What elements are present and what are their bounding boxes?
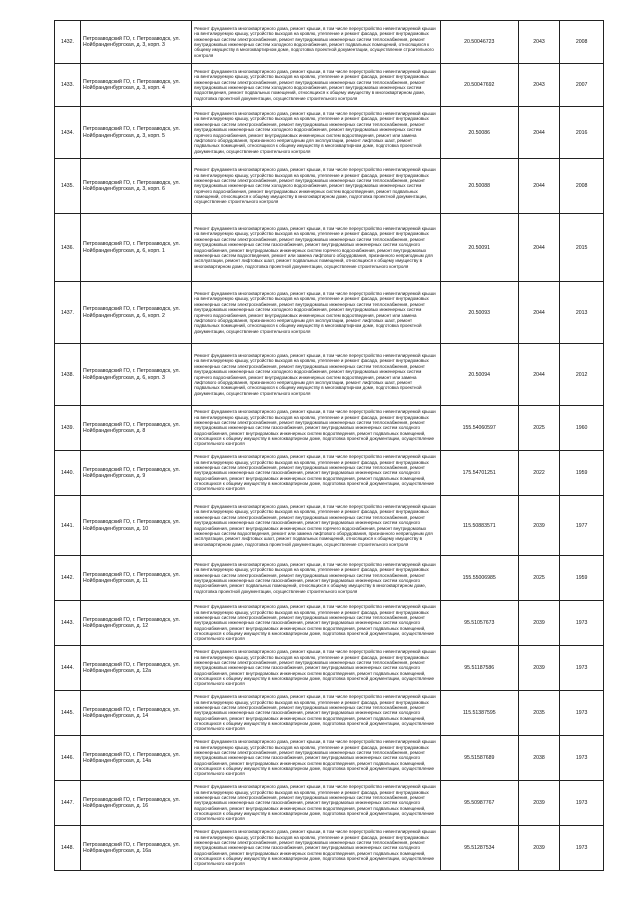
build-year-cell: 1973 — [560, 646, 604, 691]
table-row — [55, 451, 604, 496]
works-list-cell: Ремонт фундамента многоквартирного дома, ремонт крыши, в том числе переустройство невентилируемой крыши на вентилируемую крышу, устройство выходов на кровлю, утепление и ремонт фасада, ремонт внутридомовых инженерных систем электроснабжения, ремонт внутридомовых инженерных систем теплоснабжения, ремонт внутридомовых инженерных систем холодного водоснабжения, ремонт внутридомовых инженерных систем горячего водоснабжения, ремонт внутридомовых инженерных систем водоотведения, ремонт или замена лифтового оборудования, признанного непригодным для эксплуатации, ремонт лифтовых шахт, ремонт подвальных помещений, относящихся к общему имуществу в многоквартирном доме, подготовка проектной документации, осуществление строительного контроля — [192, 344, 441, 406]
row-number: 1438. — [55, 344, 81, 406]
build-year-cell: 1973 — [560, 691, 604, 736]
planned-year-cell: 2044 — [518, 344, 560, 406]
row-number: 1443. — [55, 601, 81, 646]
table-row — [55, 556, 604, 601]
address-cell: Петрозаводский ГО, г. Петрозаводск, ул. Нойбранденбургская, д. 14а — [80, 736, 191, 781]
table-row — [55, 736, 604, 781]
address-cell: Петрозаводский ГО, г. Петрозаводск, ул. Нойбранденбургская, д. 3, корп. 3 — [80, 21, 191, 64]
works-list-cell: Ремонт фундамента многоквартирного дома, ремонт крыши, в том числе переустройство невентилируемой крыши на вентилируемую крышу, устройство выходов на кровлю, утепление и ремонт фасада, ремонт внутридомовых инженерных систем электроснабжения, ремонт внутридомовых инженерных систем теплоснабжения, ремонт внутридомовых инженерных систем газоснабжения, ремонт внутридомовых инженерных систем холодного водоснабжения, ремонт внутридомовых инженерных систем водоотведения, ремонт подвальных помещений, относящихся к общему имуществу в многоквартирном доме, подготовка проектной документации, осуществление строительного контроля — [192, 646, 441, 691]
planned-year-cell: 2039 — [518, 496, 560, 556]
cadastral-value-cell: 95.51187586 — [440, 646, 518, 691]
build-year-cell: 1973 — [560, 601, 604, 646]
cadastral-value-cell: 155.54060597 — [440, 406, 518, 451]
cadastral-value-cell: 20.50091 — [440, 214, 518, 282]
build-year-cell: 1959 — [560, 451, 604, 496]
planned-year-cell: 2044 — [518, 214, 560, 282]
planned-year-cell: 2044 — [518, 159, 560, 214]
works-list-cell: Ремонт фундамента многоквартирного дома, ремонт крыши, в том числе переустройство невентилируемой крыши на вентилируемую крышу, устройство выходов на кровлю, утепление и ремонт фасада, ремонт внутридомовых инженерных систем электроснабжения, ремонт внутридомовых инженерных систем теплоснабжения, ремонт внутридомовых инженерных систем холодного водоснабжения, ремонт внутридомовых инженерных систем горячего водоснабжения, ремонт внутридомовых инженерных систем водоотведения, ремонт или замена лифтового оборудования, признанного непригодным для эксплуатации, ремонт лифтовых шахт, ремонт подвальных помещений, относящихся к общему имуществу в многоквартирном доме, подготовка проектной документации, осуществление строительного контроля — [192, 282, 441, 344]
planned-year-cell: 2025 — [518, 556, 560, 601]
planned-year-cell: 2035 — [518, 691, 560, 736]
cadastral-value-cell: 175.54701251 — [440, 451, 518, 496]
address-cell: Петрозаводский ГО, г. Петрозаводск, ул. Нойбранденбургская, д. 11 — [80, 556, 191, 601]
row-number: 1435. — [55, 159, 81, 214]
build-year-cell: 2016 — [560, 107, 604, 159]
row-number: 1442. — [55, 556, 81, 601]
table-row — [55, 282, 604, 344]
table-row — [55, 781, 604, 826]
works-list-cell: Ремонт фундамента многоквартирного дома, ремонт крыши, в том числе переустройство невентилируемой крыши на вентилируемую крышу, устройство выходов на кровлю, утепление и ремонт фасада, ремонт внутридомовых инженерных систем электроснабжения, ремонт внутридомовых инженерных систем теплоснабжения, ремонт внутридомовых инженерных систем газоснабжения, ремонт внутридомовых инженерных систем холодного водоснабжения, ремонт внутридомовых инженерных систем водоотведения, ремонт подвальных помещений, относящихся к общему имуществу в многоквартирном доме, подготовка проектной документации, осуществление строительного контроля — [192, 826, 441, 871]
table-row — [55, 496, 604, 556]
build-year-cell: 2013 — [560, 282, 604, 344]
table-row — [55, 406, 604, 451]
build-year-cell: 2015 — [560, 214, 604, 282]
table-row — [55, 159, 604, 214]
address-cell: Петрозаводский ГО, г. Петрозаводск, ул. Нойбранденбургская, д. 10 — [80, 496, 191, 556]
cadastral-value-cell: 95.51587689 — [440, 736, 518, 781]
works-list-cell: Ремонт фундамента многоквартирного дома, ремонт крыши, в том числе переустройство невентилируемой крыши на вентилируемую крышу, устройство выходов на кровлю, утепление и ремонт фасада, ремонт внутридомовых инженерных систем электроснабжения, ремонт внутридомовых инженерных систем теплоснабжения, ремонт внутридомовых инженерных систем газоснабжения, ремонт внутридомовых инженерных систем холодного водоснабжения, ремонт внутридомовых инженерных систем водоотведения, ремонт подвальных помещений, относящихся к общему имуществу в многоквартирном доме, подготовка проектной документации, осуществление строительного контроля — [192, 781, 441, 826]
row-number: 1444. — [55, 646, 81, 691]
capital-repair-table — [54, 20, 604, 871]
works-list-cell: Ремонт фундамента многоквартирного дома, ремонт крыши, в том числе переустройство невентилируемой крыши на вентилируемую крышу, устройство выходов на кровлю, утепление и ремонт фасада, ремонт внутридомовых инженерных систем электроснабжения, ремонт внутридомовых инженерных систем теплоснабжения, ремонт внутридомовых инженерных систем газоснабжения, ремонт внутридомовых инженерных систем холодного водоснабжения, ремонт внутридомовых инженерных систем горячего водоснабжения, ремонт внутридомовых инженерных систем водоотведения, ремонт или замена лифтового оборудования, признанного непригодным для эксплуатации, ремонт лифтовых шахт, ремонт подвальных помещений, относящихся к общему имуществу в многоквартирном доме, подготовка проектной документации, осуществление строительного контроля — [192, 214, 441, 282]
address-cell: Петрозаводский ГО, г. Петрозаводск, ул. Нойбранденбургская, д. 16 — [80, 781, 191, 826]
row-number: 1434. — [55, 107, 81, 159]
table-row — [55, 691, 604, 736]
cadastral-value-cell: 20.50086 — [440, 107, 518, 159]
row-number: 1440. — [55, 451, 81, 496]
address-cell: Петрозаводский ГО, г. Петрозаводск, ул. Нойбранденбургская, д. 3, корп. 4 — [80, 64, 191, 107]
address-cell: Петрозаводский ГО, г. Петрозаводск, ул. Нойбранденбургская, д. 6, корп. 1 — [80, 214, 191, 282]
row-number: 1448. — [55, 826, 81, 871]
address-cell: Петрозаводский ГО, г. Петрозаводск, ул. Нойбранденбургская, д. 14 — [80, 691, 191, 736]
planned-year-cell: 2043 — [518, 64, 560, 107]
build-year-cell: 1959 — [560, 556, 604, 601]
cadastral-value-cell: 115.50883571 — [440, 496, 518, 556]
cadastral-value-cell: 20.50093 — [440, 282, 518, 344]
cadastral-value-cell: 155.55006985 — [440, 556, 518, 601]
table-row — [55, 646, 604, 691]
address-cell: Петрозаводский ГО, г. Петрозаводск, ул. Нойбранденбургская, д. 3, корп. 6 — [80, 159, 191, 214]
build-year-cell: 1973 — [560, 781, 604, 826]
works-list-cell: Ремонт фундамента многоквартирного дома, ремонт крыши, в том числе переустройство невентилируемой крыши на вентилируемую крышу, устройство выходов на кровлю, утепление и ремонт фасада, ремонт внутридомовых инженерных систем электроснабжения, ремонт внутридомовых инженерных систем теплоснабжения, ремонт внутридомовых инженерных систем холодного водоснабжения, ремонт внутридомовых инженерных систем горячего водоснабжения, ремонт внутридомовых инженерных систем водоотведения, ремонт подвальных помещений, относящихся к общему имуществу в многоквартирном доме, подготовка проектной документации, осуществление строительного контроля — [192, 159, 441, 214]
build-year-cell: 2008 — [560, 159, 604, 214]
works-list-cell: Ремонт фундамента многоквартирного дома, ремонт крыши, в том числе переустройство невентилируемой крыши на вентилируемую крышу, устройство выходов на кровлю, утепление и ремонт фасада, ремонт внутридомовых инженерных систем электроснабжения, ремонт внутридомовых инженерных систем теплоснабжения, ремонт внутридомовых инженерных систем газоснабжения, ремонт внутридомовых инженерных систем холодного водоснабжения, ремонт подвальных помещений, относящихся к общему имуществу в многоквартирном доме, подготовка проектной документации, осуществление строительного контроля — [192, 556, 441, 601]
build-year-cell: 2008 — [560, 21, 604, 64]
planned-year-cell: 2044 — [518, 282, 560, 344]
address-cell: Петрозаводский ГО, г. Петрозаводск, ул. Нойбранденбургская, д. 16а — [80, 826, 191, 871]
build-year-cell: 1973 — [560, 826, 604, 871]
works-list-cell: Ремонт фундамента многоквартирного дома, ремонт крыши, в том числе переустройство невентилируемой крыши на вентилируемую крышу, устройство выходов на кровлю, утепление и ремонт фасада, ремонт внутридомовых инженерных систем электроснабжения, ремонт внутридомовых инженерных систем теплоснабжения, ремонт внутридомовых инженерных систем газоснабжения, ремонт внутридомовых инженерных систем холодного водоснабжения, ремонт внутридомовых инженерных систем водоотведения, ремонт подвальных помещений, относящихся к общему имуществу в многоквартирном доме, подготовка проектной документации, осуществление строительного контроля — [192, 691, 441, 736]
cadastral-value-cell: 20.50047692 — [440, 64, 518, 107]
table-row — [55, 107, 604, 159]
planned-year-cell: 2043 — [518, 21, 560, 64]
address-cell: Петрозаводский ГО, г. Петрозаводск, ул. Нойбранденбургская, д. 6, корп. 3 — [80, 344, 191, 406]
row-number: 1446. — [55, 736, 81, 781]
planned-year-cell: 2025 — [518, 406, 560, 451]
planned-year-cell: 2039 — [518, 826, 560, 871]
table-row — [55, 344, 604, 406]
table-row — [55, 64, 604, 107]
row-number: 1433. — [55, 64, 81, 107]
cadastral-value-cell: 95.50987767 — [440, 781, 518, 826]
row-number: 1432. — [55, 21, 81, 64]
address-cell: Петрозаводский ГО, г. Петрозаводск, ул. Нойбранденбургская, д. 12а — [80, 646, 191, 691]
works-list-cell: Ремонт фундамента многоквартирного дома, ремонт крыши, в том числе переустройство невентилируемой крыши на вентилируемую крышу, устройство выходов на кровлю, утепление и ремонт фасада, ремонт внутридомовых инженерных систем электроснабжения, ремонт внутридомовых инженерных систем теплоснабжения, ремонт внутридомовых инженерных систем холодного водоснабжения, ремонт подвальных помещений, относящихся к общему имуществу в многоквартирном доме, подготовка проектной документации, осуществление строительного контроля — [192, 21, 441, 64]
cadastral-value-cell: 95.51057673 — [440, 601, 518, 646]
table-row — [55, 601, 604, 646]
table-body — [55, 21, 604, 871]
address-cell: Петрозаводский ГО, г. Петрозаводск, ул. Нойбранденбургская, д. 9 — [80, 451, 191, 496]
row-number: 1441. — [55, 496, 81, 556]
works-list-cell: Ремонт фундамента многоквартирного дома, ремонт крыши, в том числе переустройство невентилируемой крыши на вентилируемую крышу, устройство выходов на кровлю, утепление и ремонт фасада, ремонт внутридомовых инженерных систем электроснабжения, ремонт внутридомовых инженерных систем теплоснабжения, ремонт внутридомовых инженерных систем холодного водоснабжения, ремонт внутридомовых инженерных систем водоотведения, ремонт подвальных помещений, относящихся к общему имуществу в многоквартирном доме, подготовка проектной документации, осуществление строительного контроля — [192, 64, 441, 107]
table-row — [55, 214, 604, 282]
address-cell: Петрозаводский ГО, г. Петрозаводск, ул. Нойбранденбургская, д. 8 — [80, 406, 191, 451]
build-year-cell: 1973 — [560, 736, 604, 781]
row-number: 1445. — [55, 691, 81, 736]
build-year-cell: 1960 — [560, 406, 604, 451]
planned-year-cell: 2039 — [518, 781, 560, 826]
works-list-cell: Ремонт фундамента многоквартирного дома, ремонт крыши, в том числе переустройство невентилируемой крыши на вентилируемую крышу, устройство выходов на кровлю, утепление и ремонт фасада, ремонт внутридомовых инженерных систем электроснабжения, ремонт внутридомовых инженерных систем теплоснабжения, ремонт внутридомовых инженерных систем газоснабжения, ремонт внутридомовых инженерных систем холодного водоснабжения, ремонт внутридомовых инженерных систем горячего водоснабжения, ремонт внутридомовых инженерных систем водоотведения, ремонт или замена лифтового оборудования, признанного непригодным для эксплуатации, ремонт лифтовых шахт, ремонт подвальных помещений, относящихся к общему имуществу в многоквартирном доме, подготовка проектной документации, осуществление строительного контроля — [192, 496, 441, 556]
planned-year-cell: 2038 — [518, 736, 560, 781]
works-list-cell: Ремонт фундамента многоквартирного дома, ремонт крыши, в том числе переустройство невентилируемой крыши на вентилируемую крышу, устройство выходов на кровлю, утепление и ремонт фасада, ремонт внутридомовых инженерных систем электроснабжения, ремонт внутридомовых инженерных систем теплоснабжения, ремонт внутридомовых инженерных систем газоснабжения, ремонт внутридомовых инженерных систем холодного водоснабжения, ремонт внутридомовых инженерных систем водоотведения, ремонт подвальных помещений, относящихся к общему имуществу в многоквартирном доме, подготовка проектной документации, осуществление строительного контроля — [192, 406, 441, 451]
cadastral-value-cell: 20.50094 — [440, 344, 518, 406]
row-number: 1447. — [55, 781, 81, 826]
cadastral-value-cell: 20.50046723 — [440, 21, 518, 64]
planned-year-cell: 2039 — [518, 601, 560, 646]
works-list-cell: Ремонт фундамента многоквартирного дома, ремонт крыши, в том числе переустройство невентилируемой крыши на вентилируемую крышу, устройство выходов на кровлю, утепление и ремонт фасада, ремонт внутридомовых инженерных систем электроснабжения, ремонт внутридомовых инженерных систем теплоснабжения, ремонт внутридомовых инженерных систем холодного водоснабжения, ремонт внутридомовых инженерных систем горячего водоснабжения, ремонт внутридомовых инженерных систем водоотведения, ремонт или замена лифтового оборудования, признанного непригодным для эксплуатации, ремонт лифтовых шахт, ремонт подвальных помещений, относящихся к общему имуществу в многоквартирном доме, подготовка проектной документации, осуществление строительного контроля — [192, 107, 441, 159]
row-number: 1439. — [55, 406, 81, 451]
cadastral-value-cell: 95.51287534 — [440, 826, 518, 871]
works-list-cell: Ремонт фундамента многоквартирного дома, ремонт крыши, в том числе переустройство невентилируемой крыши на вентилируемую крышу, устройство выходов на кровлю, утепление и ремонт фасада, ремонт внутридомовых инженерных систем электроснабжения, ремонт внутридомовых инженерных систем теплоснабжения, ремонт внутридомовых инженерных систем газоснабжения, ремонт внутридомовых инженерных систем холодного водоснабжения, ремонт внутридомовых инженерных систем водоотведения, ремонт подвальных помещений, относящихся к общему имуществу в многоквартирном доме, подготовка проектной документации, осуществление строительного контроля — [192, 736, 441, 781]
table-row — [55, 826, 604, 871]
works-list-cell: Ремонт фундамента многоквартирного дома, ремонт крыши, в том числе переустройство невентилируемой крыши на вентилируемую крышу, устройство выходов на кровлю, утепление и ремонт фасада, ремонт внутридомовых инженерных систем электроснабжения, ремонт внутридомовых инженерных систем теплоснабжения, ремонт внутридомовых инженерных систем газоснабжения, ремонт внутридомовых инженерных систем холодного водоснабжения, ремонт внутридомовых инженерных систем водоотведения, ремонт подвальных помещений, относящихся к общему имуществу в многоквартирном доме, подготовка проектной документации, осуществление строительного контроля — [192, 601, 441, 646]
address-cell: Петрозаводский ГО, г. Петрозаводск, ул. Нойбранденбургская, д. 3, корп. 5 — [80, 107, 191, 159]
address-cell: Петрозаводский ГО, г. Петрозаводск, ул. Нойбранденбургская, д. 6, корп. 2 — [80, 282, 191, 344]
cadastral-value-cell: 115.51387595 — [440, 691, 518, 736]
works-list-cell: Ремонт фундамента многоквартирного дома, ремонт крыши, в том числе переустройство невентилируемой крыши на вентилируемую крышу, устройство выходов на кровлю, утепление и ремонт фасада, ремонт внутридомовых инженерных систем электроснабжения, ремонт внутридомовых инженерных систем теплоснабжения, ремонт внутридомовых инженерных систем газоснабжения, ремонт внутридомовых инженерных систем холодного водоснабжения, ремонт внутридомовых инженерных систем водоотведения, ремонт подвальных помещений, относящихся к общему имуществу в многоквартирном доме, подготовка проектной документации, осуществление строительного контроля — [192, 451, 441, 496]
row-number: 1436. — [55, 214, 81, 282]
table-row — [55, 21, 604, 64]
build-year-cell: 1977 — [560, 496, 604, 556]
cadastral-value-cell: 20.50088 — [440, 159, 518, 214]
build-year-cell: 2007 — [560, 64, 604, 107]
planned-year-cell: 2039 — [518, 646, 560, 691]
planned-year-cell: 2022 — [518, 451, 560, 496]
row-number: 1437. — [55, 282, 81, 344]
address-cell: Петрозаводский ГО, г. Петрозаводск, ул. Нойбранденбургская, д. 12 — [80, 601, 191, 646]
planned-year-cell: 2044 — [518, 107, 560, 159]
build-year-cell: 2012 — [560, 344, 604, 406]
